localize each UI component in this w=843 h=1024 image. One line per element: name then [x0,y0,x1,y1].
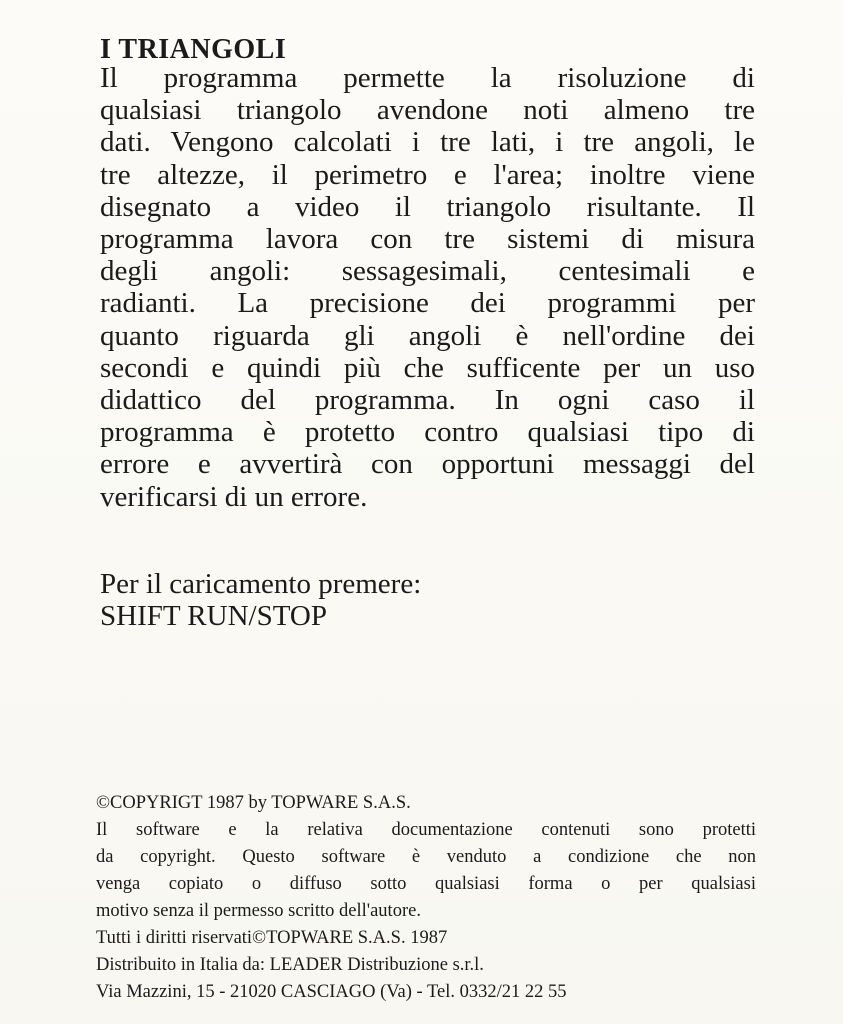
description-line: programma lavora con tre sistemi di misura [100,223,755,256]
address-line: Via Mazzini, 15 - 21020 CASCIAGO (Va) - Tel. 0332/21 22 55 [96,982,567,1002]
notice-line: venga copiato o diffuso sotto qualsiasi forma o per qualsiasi [96,874,756,894]
loading-instructions [100,568,421,632]
description-line: tre altezze, il perimetro e l'area; inoltre viene [100,158,755,191]
notice-line: da copyright. Questo software è venduto a condizione che non [96,847,756,867]
distributor-line: Distribuito in Italia da: LEADER Distribuzione s.r.l. [96,955,484,975]
description-line: radianti. La precisione dei programmi per [100,287,755,320]
description-line: dati. Vengono calcolati i tre lati, i tre angoli, le [100,126,755,159]
program-description [100,62,755,513]
loading-command: SHIFT RUN/STOP [100,600,327,632]
notice-line: motivo senza il permesso scritto dell'autore. [96,901,421,921]
description-line: quanto riguarda gli angoli è nell'ordine dei [100,319,755,352]
loading-prompt: Per il caricamento premere: [100,568,422,600]
page-title: I TRIANGOLI [100,34,287,65]
description-line: verificarsi di un errore. [100,480,368,513]
description-line: errore e avvertirà con opportuni messaggi del [100,448,755,481]
description-line: programma è protetto contro qualsiasi tipo di [100,416,755,449]
description-line: secondi e quindi più che sufficente per un uso [100,351,755,384]
description-line: qualsiasi triangolo avendone noti almeno tre [100,94,755,127]
copyright-line: ©COPYRIGT 1987 by TOPWARE S.A.S. [96,793,411,813]
rights-line: Tutti i diritti riservati©TOPWARE S.A.S. 1987 [96,928,448,948]
copyright-footer [96,790,756,1006]
description-line: Il programma permette la risoluzione di [100,62,755,94]
description-line: didattico del programma. In ogni caso il [100,384,755,417]
notice-line: Il software e la relativa documentazione contenuti sono protetti [96,820,756,840]
description-line: disegnato a video il triangolo risultante. Il [100,190,755,223]
description-line: degli angoli: sessagesimali, centesimali e [100,255,755,288]
